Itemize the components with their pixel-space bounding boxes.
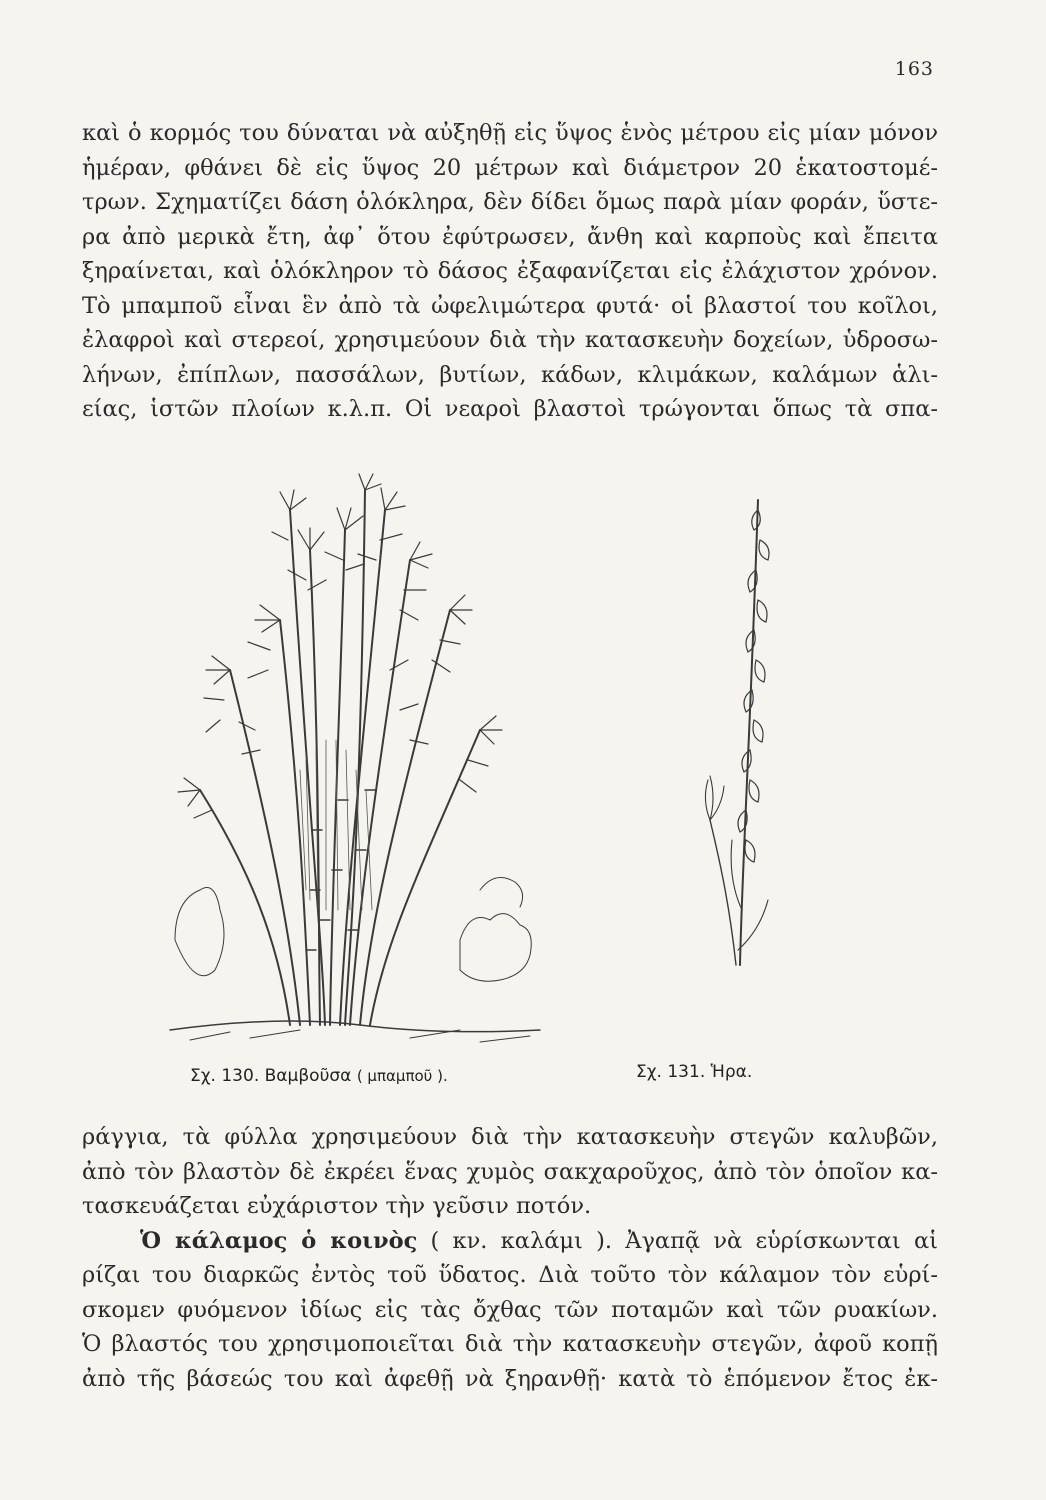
text-line: είας, ἱστῶν πλοίων κ.λ.π. Οἱ νεαροὶ βλαστοὶ τρώγονται ὅπως τὰ σπα- — [82, 396, 938, 422]
figure-130-name: Βαμβοῦσα — [264, 1066, 352, 1086]
text-line: ρα ἀπὸ μερικὰ ἔτη, ἀφ᾽ ὅτου ἐφύτρωσεν, ἄνθη καὶ καρποὺς καὶ ἔπειτα — [82, 223, 938, 250]
body-text-top — [82, 116, 938, 427]
text-line: ἐλαφροὶ καὶ στερεοί, χρησιμεύουν διὰ τὴν κατασκευὴν δοχείων, ὑδροσω- — [82, 327, 938, 353]
text-line: τασκευάζεται εὐχάριστον τὴν γεῦσιν ποτόν. — [82, 1193, 592, 1219]
bamboo-illustration — [160, 470, 550, 1050]
text-line: λήνων, ἐπίπλων, πασσάλων, βυτίων, κάδων, κλιμάκων, καλάμων ἁλι- — [82, 361, 938, 388]
reed-first-line-rest: ( κν. καλάμι ). Ἀγαπᾷ νὰ εὑρίσκωνται αἱ — [430, 1227, 938, 1254]
figure-131-caption — [636, 1062, 752, 1082]
figure-130-label: Σχ. 130. — [190, 1066, 260, 1086]
text-line: Τὸ μπαμποῦ εἶναι ἓν ἀπὸ τὰ ὠφελιμώτερα φυτά· οἱ βλαστοί του κοῖλοι, — [82, 292, 938, 319]
page-number: 163 — [894, 58, 934, 80]
reed-heading: Ὁ κάλαμος ὁ κοινὸς — [140, 1227, 418, 1254]
text-line: ξηραίνεται, καὶ ὁλόκληρον τὸ δάσος ἐξαφανίζεται εἰς ἐλάχιστον χρόνον. — [82, 258, 938, 284]
text-line: Ὁ βλαστός του χρησιμοποιεῖται διὰ τὴν κατασκευὴν στεγῶν, ἀφοῦ κοπῇ — [82, 1331, 938, 1357]
text-line: τρων. Σχηματίζει δάση ὁλόκληρα, δὲν δίδει ὅμως παρὰ μίαν φοράν, ὕστε- — [82, 189, 938, 215]
darnel-illustration — [680, 490, 820, 970]
text-line: ράγγια, τὰ φύλλα χρησιμεύουν διὰ τὴν κατασκευὴν στεγῶν καλυβῶν, — [82, 1124, 938, 1150]
text-line: ἡμέραν, φθάνει δὲ εἰς ὕψος 20 μέτρων καὶ διάμετρον 20 ἑκατοστομέ- — [82, 154, 938, 181]
text-line: σκομεν φυόμενον ἰδίως εἰς τὰς ὄχθας τῶν ποταμῶν καὶ τῶν ρυακίων. — [82, 1296, 938, 1323]
reed-paragraph-first-line — [82, 1224, 938, 1259]
text-line: ρίζαι του διαρκῶς ἐντὸς τοῦ ὕδατος. Διὰ τοῦτο τὸν κάλαμον τὸν εὑρί- — [82, 1262, 938, 1288]
text-line: ἀπὸ τὸν βλαστὸν δὲ ἐκρέει ἕνας χυμὸς σακχαροῦχος, ἀπὸ τὸν ὁποῖον κα- — [82, 1158, 938, 1185]
figure-131-name: Ἡρα. — [710, 1062, 753, 1082]
text-line: ἀπὸ τῆς βάσεώς του καὶ ἀφεθῇ νὰ ξηρανθῇ· κατὰ τὸ ἑπόμενον ἔτος ἐκ- — [82, 1365, 938, 1392]
text-line: καὶ ὁ κορμός του δύναται νὰ αὐξηθῇ εἰς ὕψος ἑνὸς μέτρου εἰς μίαν μόνον — [82, 120, 938, 146]
figure-130-caption — [190, 1066, 448, 1086]
figure-131-label: Σχ. 131. — [636, 1062, 706, 1082]
figure-130-paren: ( μπαμποῦ ). — [356, 1067, 448, 1085]
body-text-bottom — [82, 1120, 938, 1396]
